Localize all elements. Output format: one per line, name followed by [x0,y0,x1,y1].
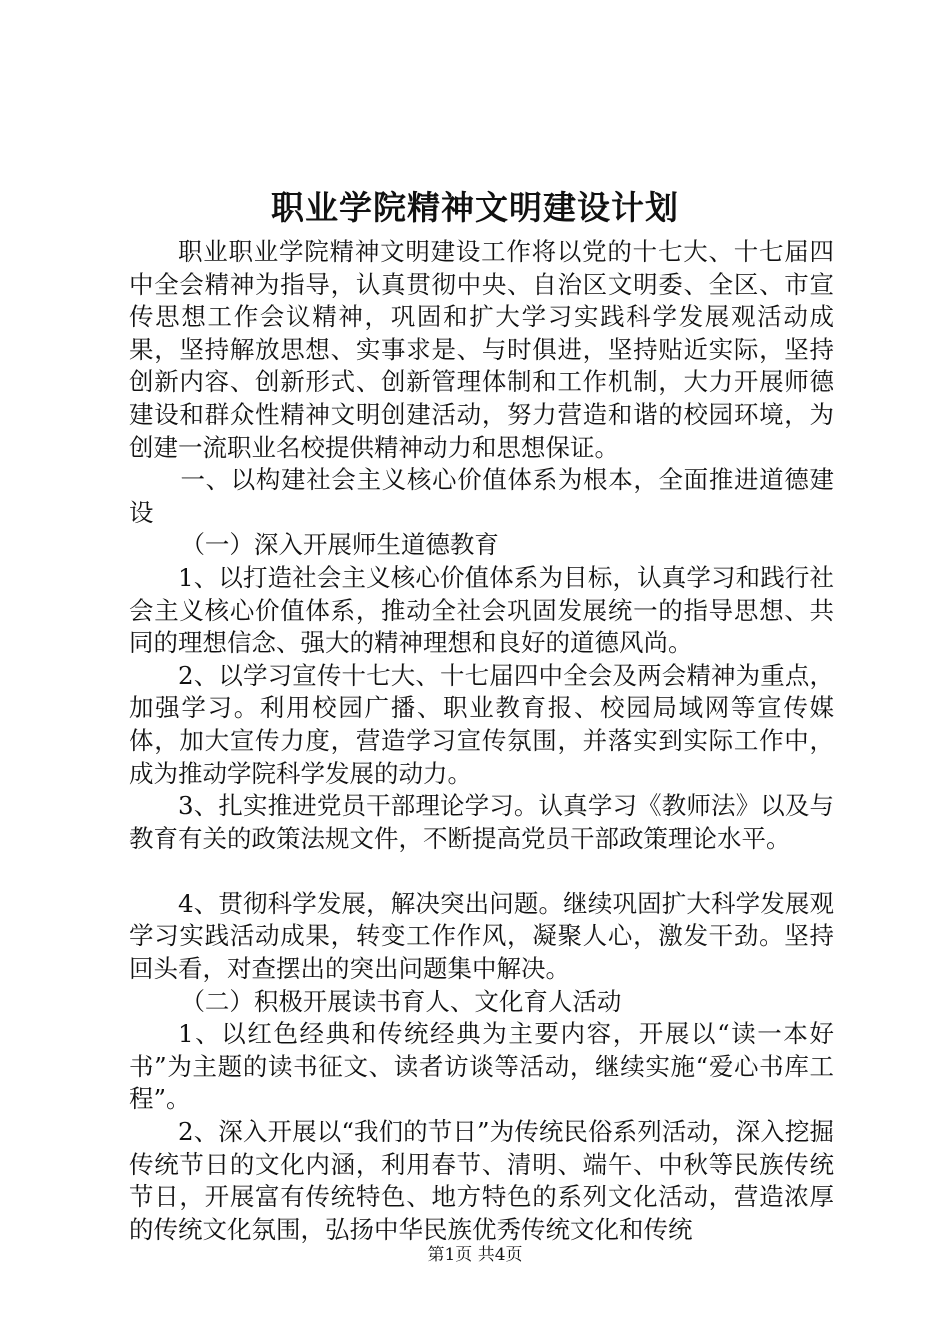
subsection-heading-2: （二）积极开展读书育人、文化育人活动 [180,986,622,1016]
list-item: 3、扎实推进党员干部理论学习。认真学习《教师法》以及与教育有关的政策法规文件，不断提高党员干部政策理论水平。 [129,791,834,853]
list-item: 4、贯彻科学发展，解决突出问题。继续巩固扩大科学发展观学习实践活动成果，转变工作作风，凝聚人心，激发干劲。坚持回头看，对查摆出的突出问题集中解决。 [129,888,834,984]
list-item: 2、以学习宣传十七大、十七届四中全会及两会精神为重点，加强学习。利用校园广播、职业教育报、校园局域网等宣传媒体，加大宣传力度，营造学习宣传氛围，并落实到实际工作中，成为推动学院科学发展的动力。 [129,660,834,788]
document-body [129,236,834,1246]
intro-paragraph: 职业职业学院精神文明建设工作将以党的十七大、十七届四中全会精神为指导，认真贯彻中央、自治区文明委、全区、市宣传思想工作会议精神，巩固和扩大学习实践科学发展观活动成果，坚持解放思想、实事求是、与时俱进，坚持贴近实际，坚持创新内容、创新形式、创新管理体制和工作机制，大力开展师德建设和群众性精神文明创建活动，努力营造和谐的校园环境，为创建一流职业名校提供精神动力和思想保证。 [129,237,834,462]
document-title: 职业学院精神文明建设计划 [271,188,679,227]
page-number-footer: 第1页 共4页 [427,1245,523,1265]
list-item: 2、深入开展以“我们的节日”为传统民俗系列活动，深入挖掘传统节日的文化内涵，利用春节、清明、端午、中秋等民族传统节日，开展富有传统特色、地方特色的系列文化活动，营造浓厚的传统文化氛围，弘扬中华民族优秀传统文化和传统 [129,1117,834,1244]
section-heading-1: 一、以构建社会主义核心价值体系为根本，全面推进道德建设 [129,465,834,527]
list-item: 1、以红色经典和传统经典为主要内容，开展以“读一本好书”为主题的读书征文、读者访谈等活动，继续实施“爱心书库工程”。 [129,1019,834,1114]
list-item: 1、以打造社会主义核心价值体系为目标，认真学习和践行社会主义核心价值体系，推动全社会巩固发展统一的指导思想、共同的理想信念、强大的精神理想和良好的道德风尚。 [129,562,834,658]
subsection-heading-1: （一）深入开展师生道德教育 [180,530,499,560]
